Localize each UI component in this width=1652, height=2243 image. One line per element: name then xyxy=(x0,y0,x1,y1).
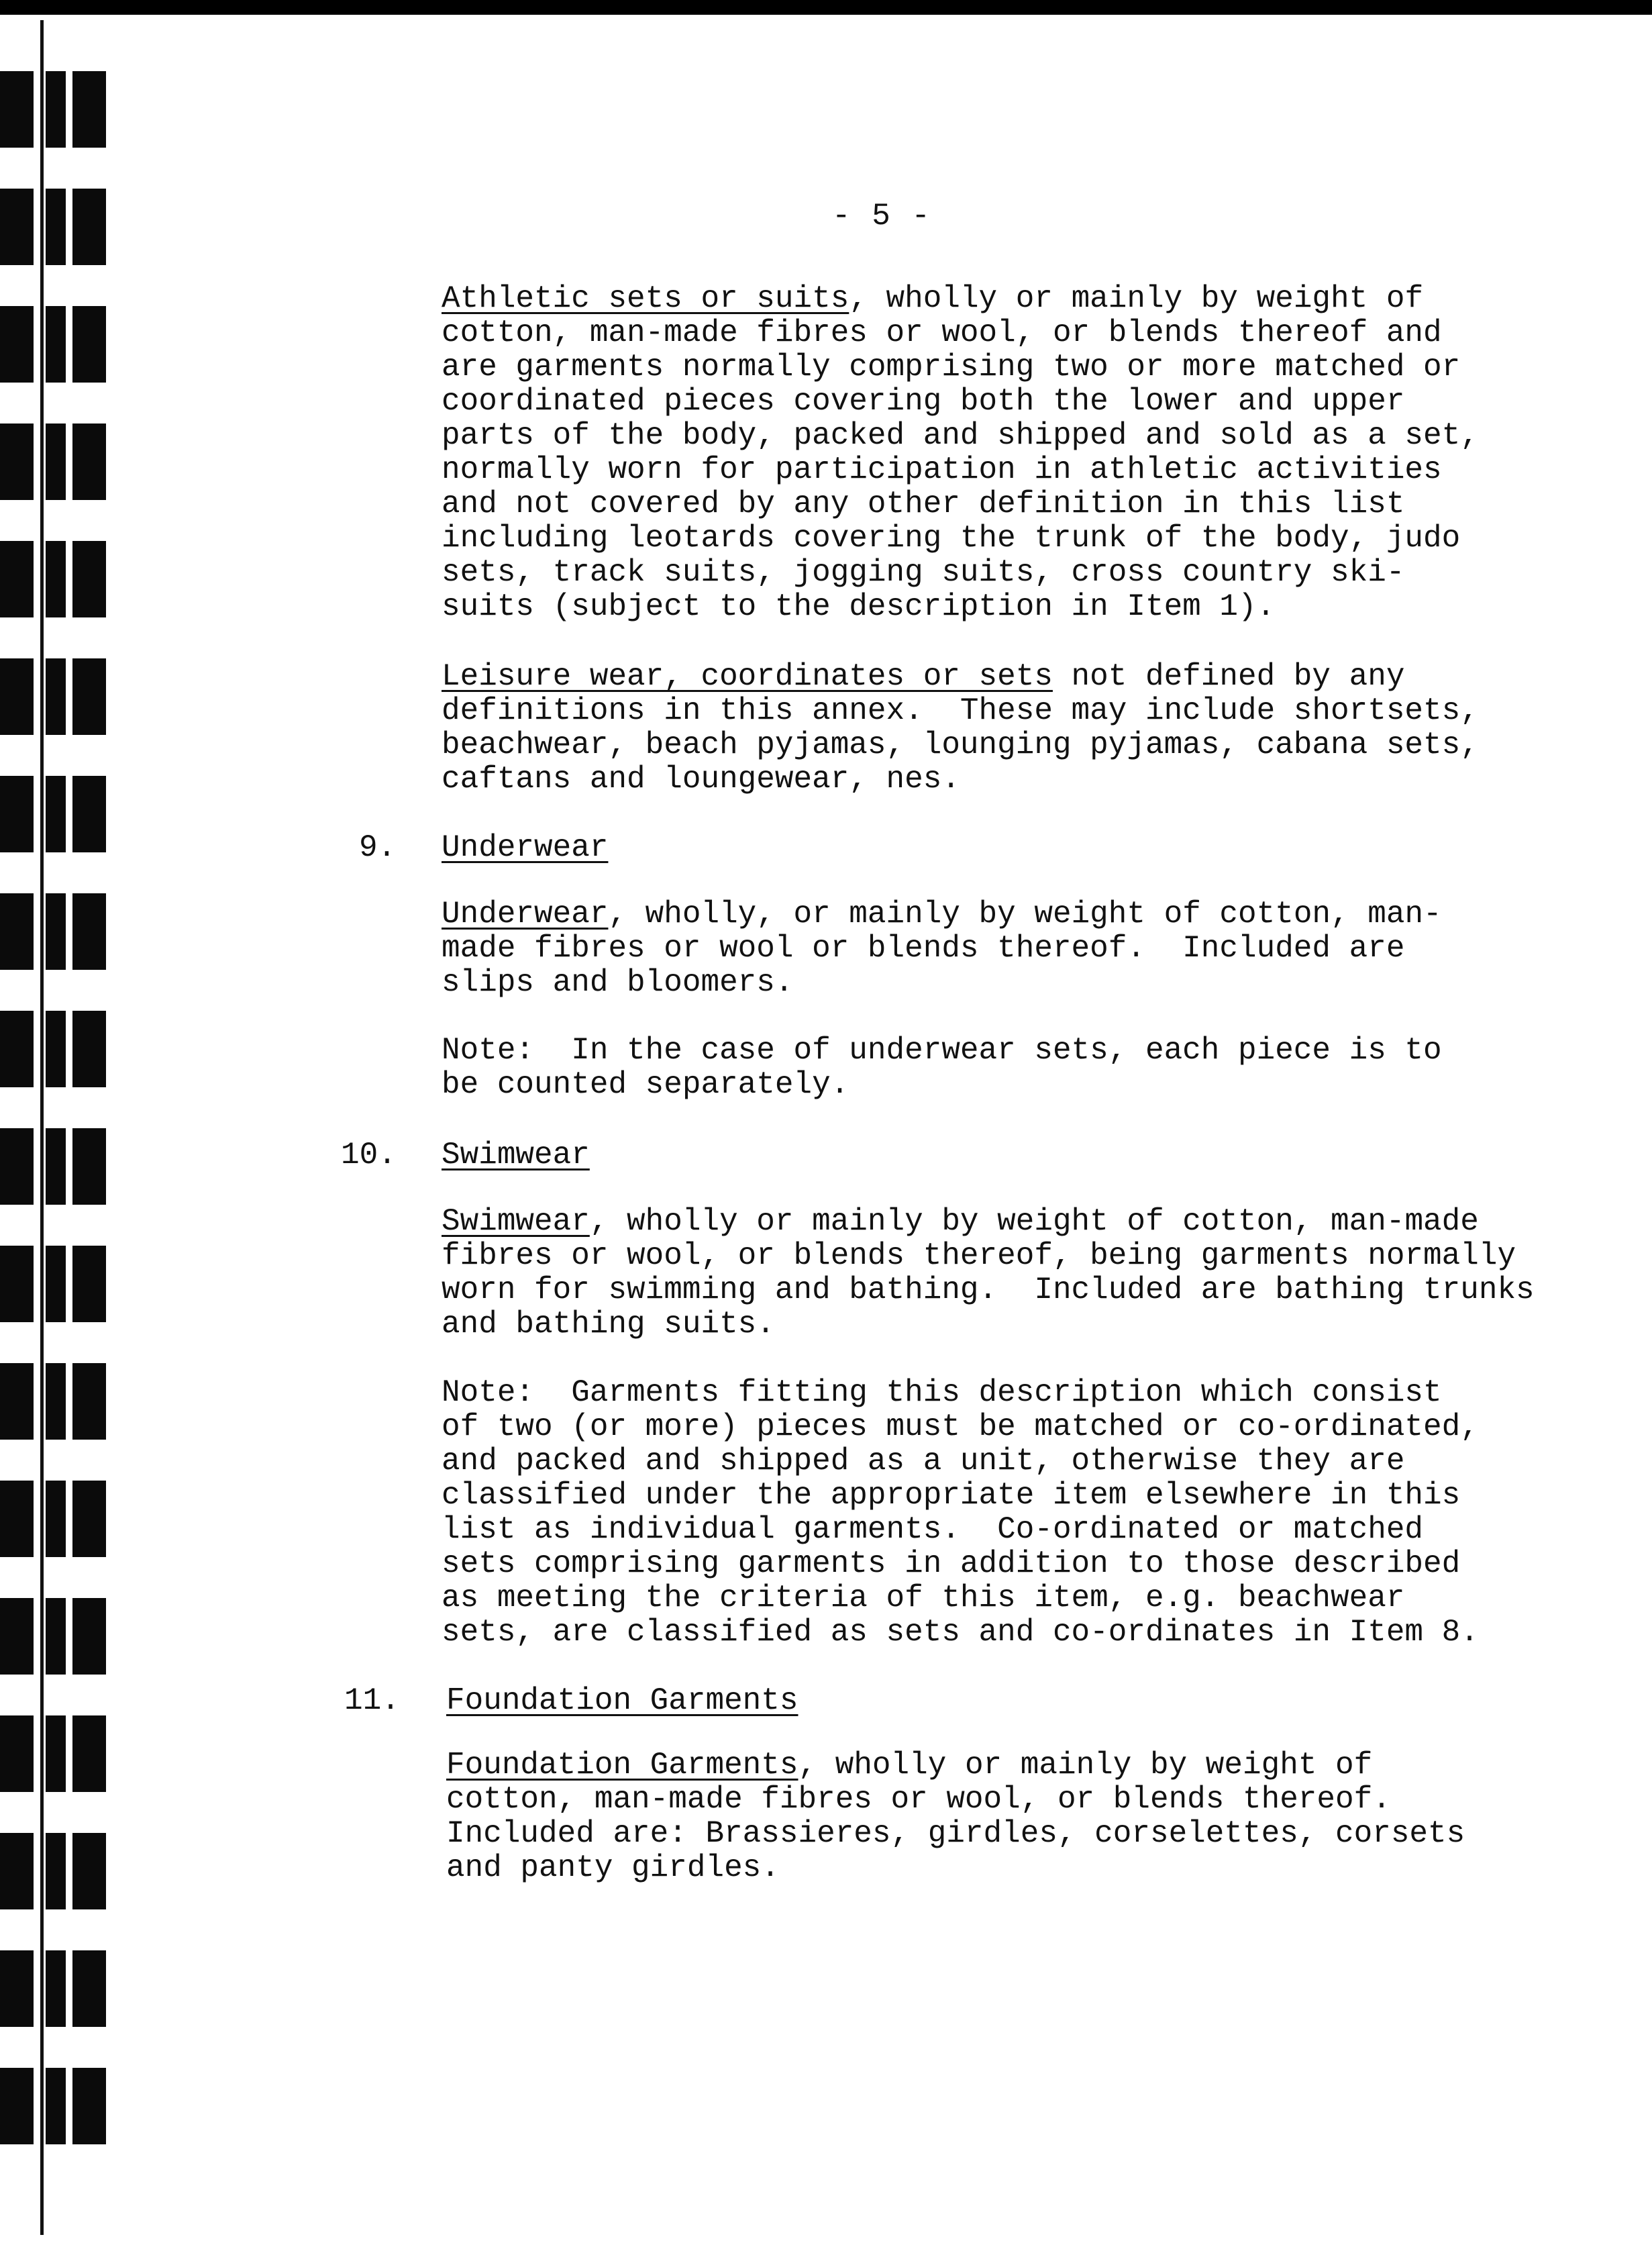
paragraph-first-line xyxy=(442,897,1442,932)
swimwear-paragraph xyxy=(442,1205,1535,1342)
paragraph-first-line xyxy=(442,1205,1535,1239)
paragraph-line: suits (subject to the description in Item 1). xyxy=(442,589,1276,624)
note-line: of two (or more) pieces must be matched or co-ordinated, xyxy=(442,1409,1479,1444)
paragraph-line: fibres or wool, or blends thereof, being garments normally xyxy=(442,1238,1516,1273)
paragraph-line: coordinated pieces covering both the lower and upper xyxy=(442,384,1405,419)
paragraph-line: cotton, man-made fibres or wool, or blends thereof. xyxy=(446,1782,1391,1817)
defined-term: Leisure wear, coordinates or sets xyxy=(442,659,1053,694)
paragraph-line: are garments normally comprising two or more matched or xyxy=(442,350,1461,385)
paragraph-line: definitions in this annex. These may include shortsets, xyxy=(442,693,1479,728)
paragraph-first-line xyxy=(442,282,1479,316)
paragraph-line: sets, track suits, jogging suits, cross country ski- xyxy=(442,555,1405,590)
paragraph-first-line xyxy=(442,660,1479,694)
paragraph-first-line xyxy=(446,1748,1465,1783)
paragraph-line: beachwear, beach pyjamas, lounging pyjamas, cabana sets, xyxy=(442,728,1479,762)
note-line: sets, are classified as sets and co-ordinates in Item 8. xyxy=(442,1615,1479,1650)
item-number: 11. xyxy=(344,1683,400,1718)
paragraph-line: and not covered by any other definition in this list xyxy=(442,487,1405,521)
underwear-paragraph xyxy=(442,897,1442,1000)
leisure-paragraph xyxy=(442,660,1479,797)
note-line: as meeting the criteria of this item, e.g. beachwear xyxy=(442,1581,1405,1615)
first-line-text: , wholly or mainly by weight of xyxy=(798,1748,1373,1783)
item-number: 9. xyxy=(359,830,397,865)
defined-term: Underwear xyxy=(442,897,609,932)
paragraph-line: Included are: Brassieres, girdles, corselettes, corsets xyxy=(446,1816,1465,1851)
paragraph-line: and panty girdles. xyxy=(446,1850,780,1885)
first-line-text: , wholly or mainly by weight of cotton, man-made xyxy=(589,1204,1479,1239)
item-heading-swimwear: Swimwear xyxy=(442,1138,590,1173)
first-line-text: , wholly, or mainly by weight of cotton, man- xyxy=(608,897,1442,932)
paragraph-line: slips and bloomers. xyxy=(442,965,794,1000)
note-line: be counted separately. xyxy=(442,1067,849,1102)
swimwear-note xyxy=(442,1376,1479,1650)
first-line-text: , wholly or mainly by weight of xyxy=(849,281,1424,316)
item-heading-underwear: Underwear xyxy=(442,830,609,865)
page-number: - 5 - xyxy=(832,199,932,234)
first-line-text: not defined by any xyxy=(1052,659,1405,694)
item-number: 10. xyxy=(341,1138,397,1173)
item-heading-foundation-garments: Foundation Garments xyxy=(446,1683,798,1718)
paragraph-line: worn for swimming and bathing. Included are bathing trunks xyxy=(442,1273,1535,1307)
paragraph-line: and bathing suits. xyxy=(442,1307,775,1342)
note-line: classified under the appropriate item elsewhere in this xyxy=(442,1478,1461,1513)
defined-term: Foundation Garments xyxy=(446,1748,798,1783)
underwear-note xyxy=(442,1034,1442,1102)
paragraph-line: made fibres or wool or blends thereof. Included are xyxy=(442,931,1405,966)
note-line: Note: Garments fitting this description which consist xyxy=(442,1375,1442,1410)
note-line: list as individual garments. Co-ordinated or matched xyxy=(442,1512,1424,1547)
foundation-paragraph xyxy=(446,1748,1465,1885)
paragraph-line: including leotards covering the trunk of the body, judo xyxy=(442,521,1461,556)
note-line: sets comprising garments in addition to those described xyxy=(442,1546,1461,1581)
defined-term: Athletic sets or suits xyxy=(442,281,849,316)
paragraph-line: normally worn for participation in athletic activities xyxy=(442,452,1442,487)
note-line: Note: In the case of underwear sets, each piece is to xyxy=(442,1033,1442,1068)
defined-term: Swimwear xyxy=(442,1204,590,1239)
note-line: and packed and shipped as a unit, otherwise they are xyxy=(442,1444,1405,1479)
paragraph-line: cotton, man-made fibres or wool, or blends thereof and xyxy=(442,315,1442,350)
paragraph-line: caftans and loungewear, nes. xyxy=(442,762,960,797)
paragraph-line: parts of the body, packed and shipped and sold as a set, xyxy=(442,418,1479,453)
athletic-paragraph xyxy=(442,282,1479,624)
